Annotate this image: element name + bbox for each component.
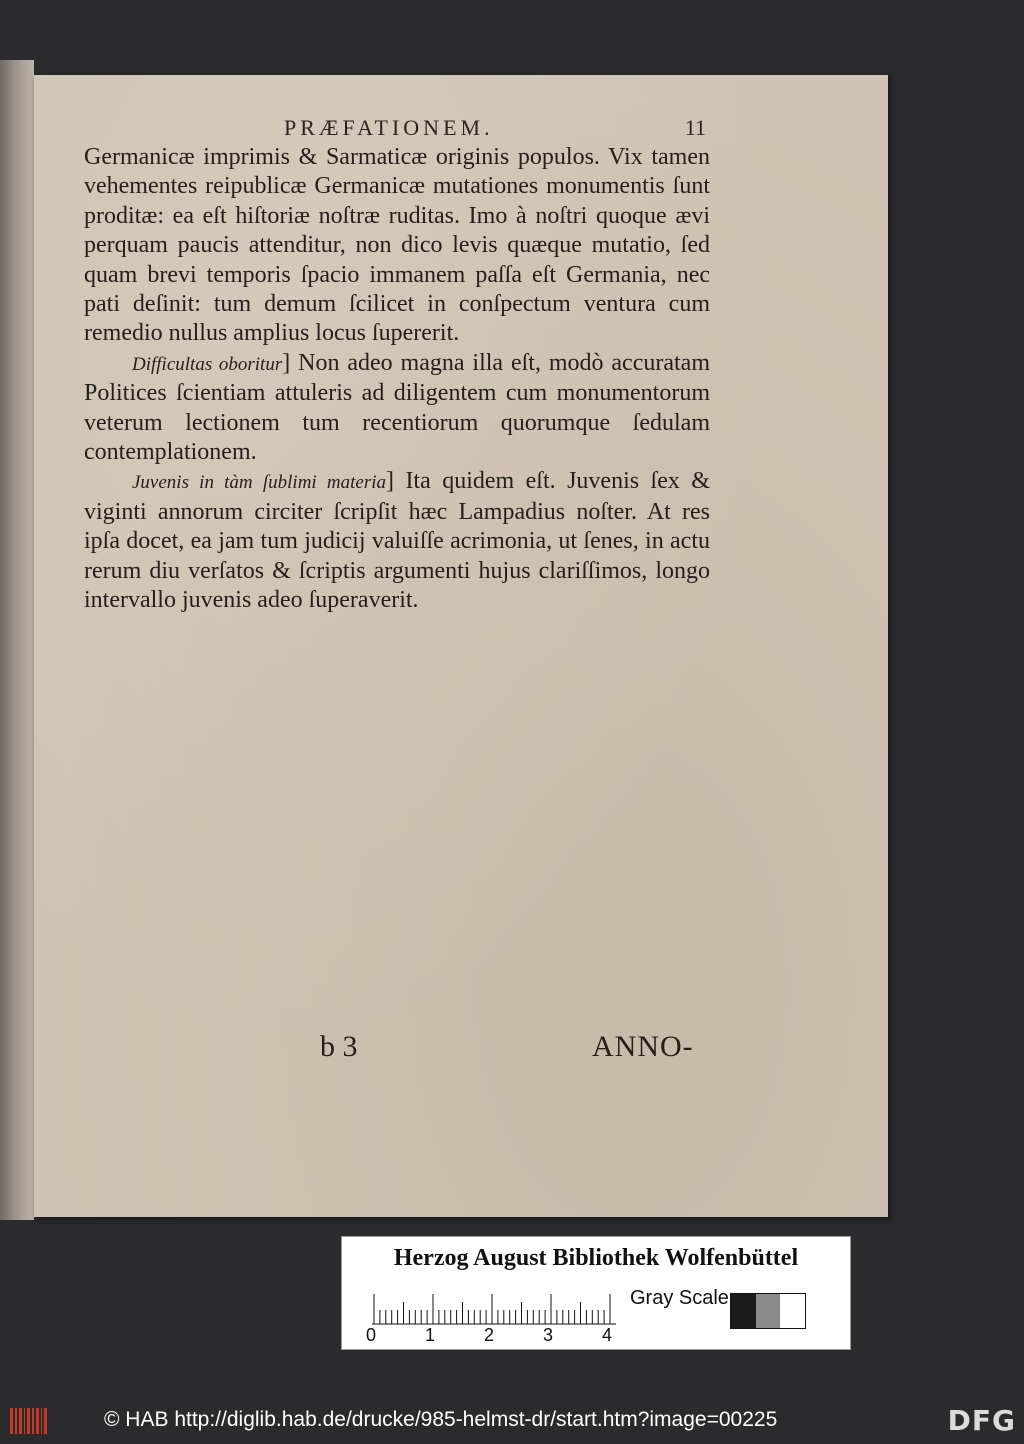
footer-copyright-url[interactable]: © HAB http://diglib.hab.de/drucke/985-helmst-dr/start.htm?image=00225 — [104, 1408, 778, 1431]
paragraph-1: Germanicæ imprimis & Sarmaticæ originis populos. Vix tamen vehementes reipublicæ Germanicæ mutationes monumentis ſunt proditæ: ea eſt hiſtoriæ noſtræ ruditas. Imo à noſtri quoque ævi perquam paucis attenditur, non dico levis quæque mutatio, ſed quam brevi temporis ſpacio immanem paſſa eſt Germania, nec pati deſinit: tum demum ſcilicet in conſpectum ventura cum remedio nullus amplius locus ſupererit. — [84, 144, 710, 347]
running-head: PRÆFATIONEM. — [284, 115, 494, 140]
page-number: 11 — [684, 115, 706, 140]
gray-swatch-mid — [756, 1294, 781, 1328]
ruler-label: 1 — [425, 1325, 436, 1345]
gray-scale-swatches — [730, 1293, 806, 1329]
paragraph-2 — [84, 349, 710, 468]
library-label-card — [341, 1236, 851, 1350]
paragraph-2-text: ] Non adeo magna illa eſt, modò accuratam Politices ſcientiam attuleris ad diligentem cum monumentorum veterum lectionem tum recentiorum quorumque ſedulam contemplationem. — [84, 349, 710, 466]
book-page — [34, 75, 888, 1217]
lemma-juvenis: Juvenis in tàm ſublimi materia — [132, 472, 386, 494]
gray-scale-label: Gray Scale — [630, 1287, 729, 1309]
library-name: Herzog August Bibliothek Wolfenbüttel — [393, 1245, 799, 1271]
paragraph-3-text: ] Ita quidem eſt. Juvenis ſex & viginti annorum circiter ſcripſit hæc Lampadius noſter. At res ipſa docet, ea jam tum judicij valuiſſe acrimonia, ut ſenes, in actu rerum diu verſatos & ſcriptis argumenti hujus clariſſimos, longo intervallo juvenis adeo ſuperaverit. — [84, 468, 710, 614]
ruler-label: 0 — [366, 1325, 377, 1345]
ruler-label: 3 — [543, 1325, 554, 1345]
lemma-difficultas: Difficultas oboritur — [132, 353, 283, 375]
ruler-label: 4 — [602, 1325, 613, 1345]
catchword: ANNO- — [592, 1030, 694, 1063]
dfg-logo: DFG — [947, 1404, 1016, 1437]
paragraph-3 — [84, 467, 710, 615]
barcode-icon — [10, 1406, 50, 1436]
gray-swatch-dark — [731, 1294, 756, 1328]
main-text — [84, 143, 710, 616]
gray-swatch-light — [780, 1294, 805, 1328]
adjacent-page-edge — [0, 60, 34, 1220]
ruler-label: 2 — [484, 1325, 495, 1345]
ruler-scale — [372, 1291, 616, 1325]
signature-mark: b 3 — [320, 1030, 358, 1063]
viewer-footer — [0, 1398, 1024, 1444]
ruler-labels — [366, 1325, 626, 1345]
